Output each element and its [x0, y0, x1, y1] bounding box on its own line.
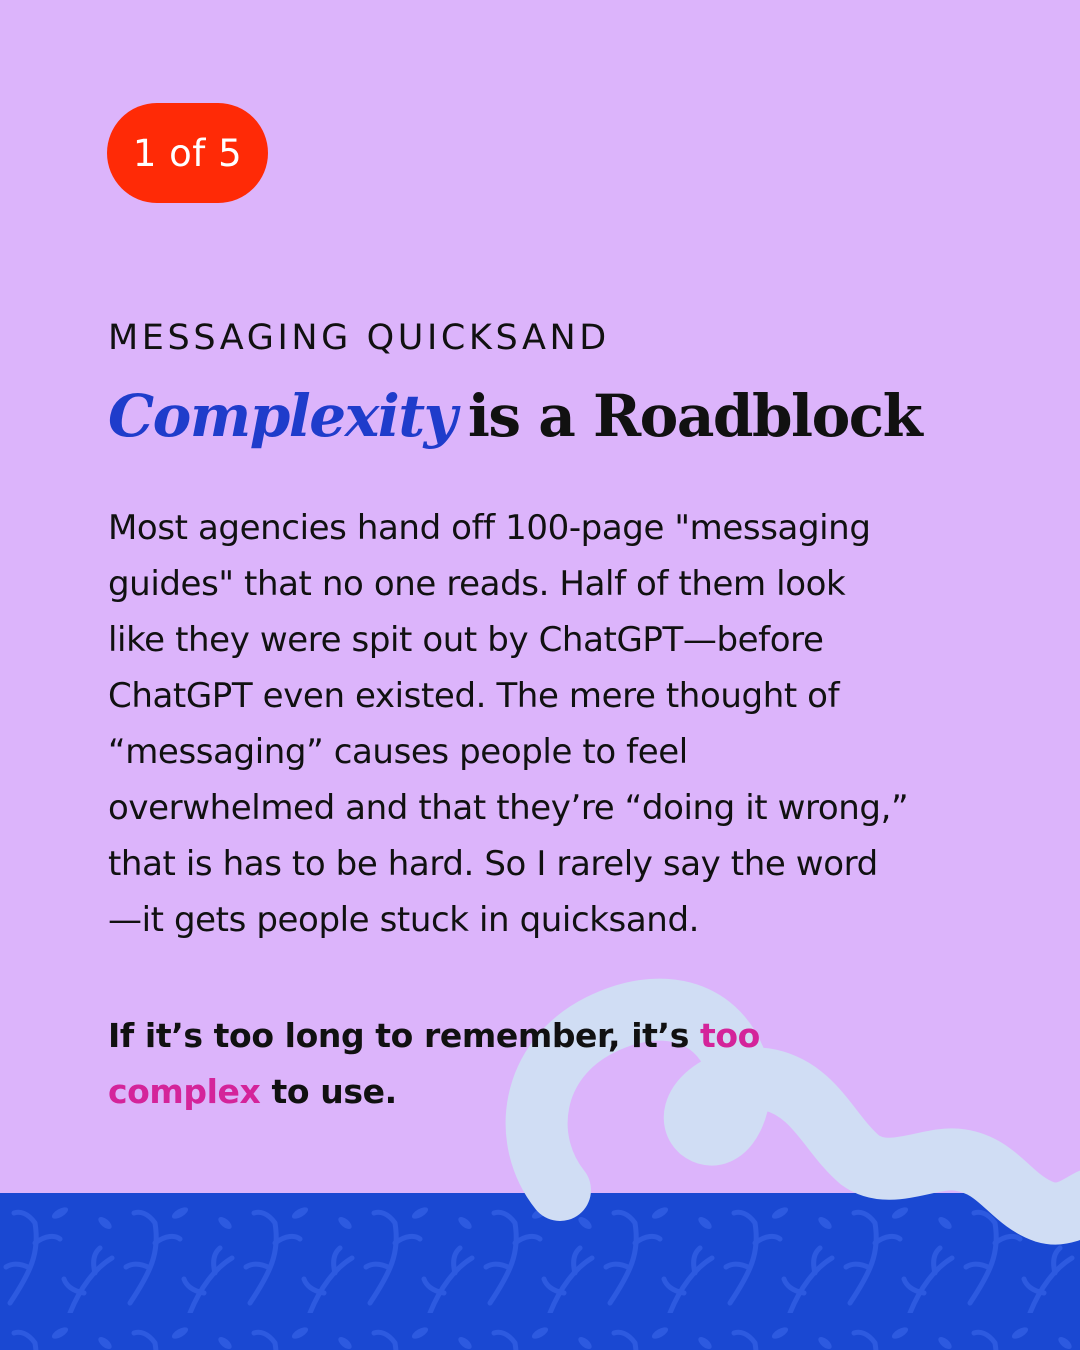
closing-end: to use. — [271, 1072, 397, 1111]
body-line: ChatGPT even existed. The mere thought of — [108, 676, 840, 716]
closing-highlight-complex: complex — [108, 1072, 261, 1111]
closing-highlight-too: too — [700, 1016, 760, 1055]
body-line: —it gets people stuck in quicksand. — [108, 900, 700, 940]
eyebrow-label: MESSAGING QUICKSAND — [108, 318, 610, 358]
body-line: that is has to be hard. So I rarely say the word — [108, 844, 878, 884]
body-line: Most agencies hand off 100-page "messaging — [108, 508, 871, 548]
body-line: guides" that no one reads. Half of them look — [108, 564, 846, 604]
slide-counter-label: 1 of 5 — [132, 131, 243, 175]
leaf-vine-pattern — [0, 1193, 1080, 1350]
closing-statement — [108, 1008, 868, 1120]
body-line: like they were spit out by ChatGPT—before — [108, 620, 824, 660]
closing-start: If it’s too long to remember, it’s — [108, 1016, 689, 1055]
body-line: “messaging” causes people to feel — [108, 732, 688, 772]
headline-rest: is a Roadblock — [467, 382, 922, 450]
headline-accent: Complexity — [108, 382, 456, 450]
body-line: overwhelmed and that they’re “doing it wrong,” — [108, 788, 909, 828]
body-paragraph — [108, 500, 988, 948]
headline — [108, 382, 921, 450]
decorative-band — [0, 1193, 1080, 1350]
slide-counter-badge — [107, 103, 268, 203]
